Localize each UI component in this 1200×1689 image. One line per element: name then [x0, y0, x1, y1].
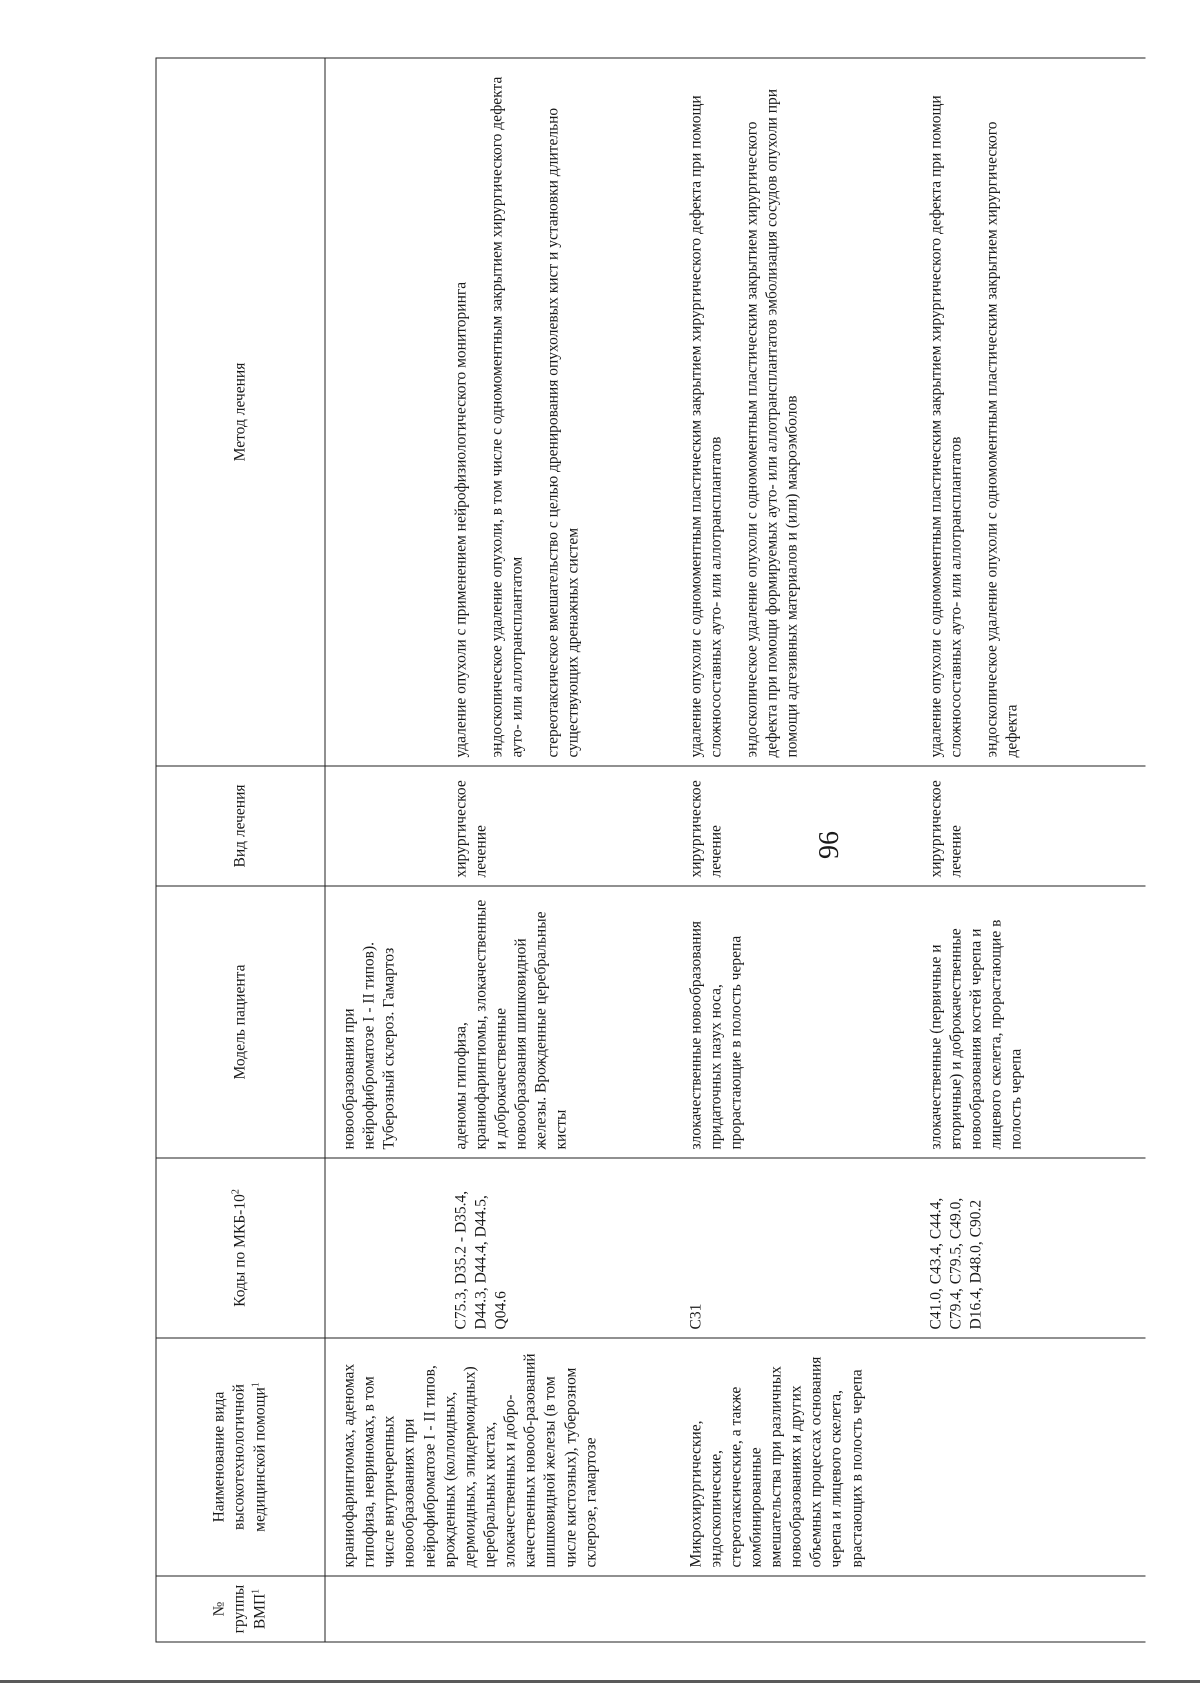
cell-treatment-method: [678, 58, 918, 766]
cell-vmp-name: краниофарингиомах, аденомах гипофиза, невриномах, в том числе внутричерепных новообразованиях при нейрофиброматозе I - II типов, врожденных (коллоидных, дермоидных, эпидермоидных) церебральных кистах, злокачественных и добро-качественных новооб-разований шишковидной железы (в том числе кистозных), туберозном склерозе, гамартозе: [325, 1338, 678, 1576]
cell-treatment-method: [443, 58, 678, 766]
method-item: стереотаксическое вмешательство с целью дренирования опухолевых кист и установки длительно существующих дренажных систем: [543, 107, 582, 758]
cell-icd-codes: C75.3, D35.2 - D35.4, D44.3, D44.4, D44.5, Q04.6: [443, 1158, 678, 1338]
method-item: удаление опухоли с применением нейрофизиологического мониторинга: [451, 281, 469, 758]
cell-icd-codes: C41.0, C43.4, C44.4, C79.4, C79.5, C49.0, D16.4, D48.0, C90.2: [918, 1158, 1146, 1338]
rotated-table-container: [155, 58, 1145, 1643]
header-icd-codes: Коды по МКБ-$10^2$: [156, 1158, 325, 1338]
cell-patient-model: аденомы гипофиза, краниофарингиомы, злокачественные и доброкачественные новообразования шишковидной железы. Врожденные церебральные кисты: [443, 886, 678, 1158]
cell-group-number: [918, 1576, 1146, 1642]
table-header-row: [156, 58, 325, 1642]
table-row: [678, 58, 918, 1642]
table-row: [325, 58, 443, 1642]
method-item: удаление опухоли с одномоментным пластическим закрытием хирургического дефекта при помощи сложносоставных ауто- или аллотрансплантатов: [686, 95, 724, 758]
cell-treatment-method: [918, 58, 1146, 766]
cell-patient-model: злокачественные (первичные и вторичные) и доброкачественные новообразования костей черепа и лицевого скелета, прорастающие в полость черепа: [918, 886, 1146, 1158]
header-treatment-method: Метод лечения: [156, 58, 325, 766]
header-group-number: № группы ВМП$^1$: [156, 1576, 325, 1642]
cell-vmp-name: Микрохирургические, эндоскопические, стереотаксические, а также комбинированные вмешательства при различных новообразованиях и других объемных процессах основания черепа и лицевого скелета, врастающих в полость черепа: [678, 1338, 1146, 1576]
cell-treatment-method: [325, 58, 443, 766]
cell-treatment-type: [325, 766, 443, 886]
cell-patient-model: новообразования при нейрофиброматозе I - II типов). Туберозный склероз. Гамартоз: [325, 886, 443, 1158]
cell-group-number: [325, 1576, 443, 1642]
method-item: эндоскопическое удаление опухоли с одномоментным пластическим закрытием хирургического дефекта при помощи формируемых ауто- или аллотрансплантатов эмболизация сосудов опухоли при помощи адгезивных материалов и (или) макроэмболов: [742, 88, 801, 758]
scan-edge-line: [0, 1680, 1200, 1683]
cell-icd-codes: C31: [678, 1158, 918, 1338]
page-number: 96: [814, 831, 845, 859]
cell-treatment-type: хирургическое лечение: [678, 766, 918, 886]
method-item: эндоскопическое удаление опухоли с одномоментным пластическим закрытием хирургического дефекта: [982, 121, 1020, 758]
cell-group-number: [443, 1576, 678, 1642]
cell-group-number: [678, 1576, 918, 1642]
header-vmp-name: Наименование вида высокотехнологичной медицинской помощи$^1$: [156, 1338, 325, 1576]
header-patient-model: Модель пациента: [156, 886, 325, 1158]
cell-patient-model: злокачественные новообразования придаточных пазух носа, прорастающие в полость черепа: [678, 886, 918, 1158]
cell-treatment-type: хирургическое лечение: [443, 766, 678, 886]
cell-icd-codes: [325, 1158, 443, 1338]
cell-treatment-type: хирургическое лечение: [918, 766, 1146, 886]
method-item: эндоскопическое удаление опухоли, в том числе с одномоментным закрытием хирургического дефекта ауто- или аллотрансплантатом: [487, 76, 525, 758]
header-treatment-type: Вид лечения: [156, 766, 325, 886]
vmp-table: [155, 58, 1145, 1643]
method-item: удаление опухоли с одномоментным пластическим закрытием хирургического дефекта при помощи сложносоставных ауто- или аллотрансплантатов: [926, 95, 964, 758]
